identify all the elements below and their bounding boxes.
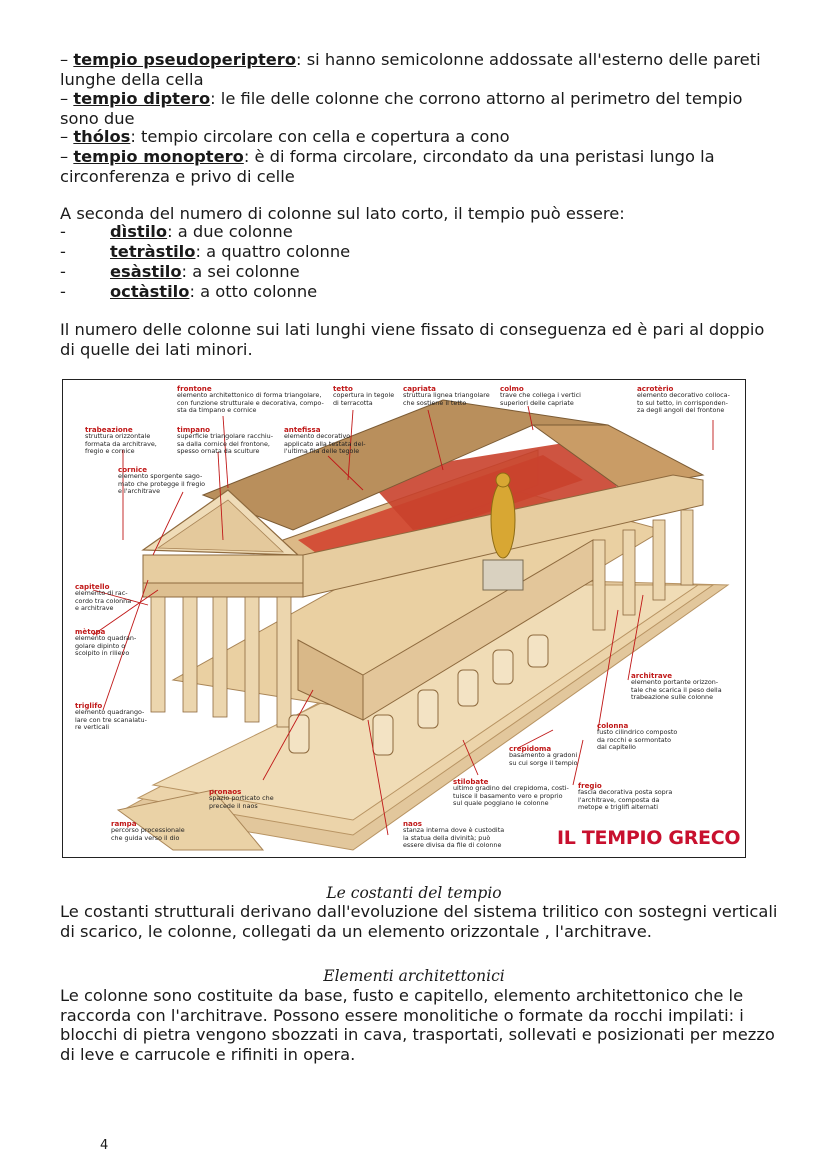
label-line: di terracotta [333,398,373,407]
label-line: sa dalla cornice del frontone, [177,439,270,448]
term: octàstilo [110,282,190,301]
label-line: elemento quadrango- [75,708,145,717]
label-line: e architrave [75,604,114,613]
page-number: 4 [100,1138,109,1153]
definition: : a due colonne [167,222,293,241]
label-cornice [118,466,205,496]
label-line: basamento a gradoni [509,751,578,760]
label-line: elemento di rac- [75,589,128,598]
temple-type-tholos: – thólos: tempio circolare con cella e copertura a cono [60,127,510,146]
label-line: elemento portante orizzon- [631,678,719,687]
intro-columns: A seconda del numero di colonne sul lato corto, il tempio può essere: [60,204,625,223]
label-line: applicato alla testata del- [284,439,366,448]
label-line: che sostiene il tetto [403,398,467,407]
label-line: za degli angoli del frontone [637,406,725,415]
label-metopa [75,628,136,658]
label-title: cornice [118,465,148,474]
label-line: fregio e cornice [85,447,135,456]
label-line: con funzione strutturale e decorativa, compo- [177,398,324,407]
label-title: triglifo [75,701,103,710]
label-rampa [111,820,185,842]
definition: : si hanno semicolonne addossate all'esterno delle pareti lunghe della cella [60,50,761,89]
label-title: acrotèrio [637,384,674,393]
label-line: precede il naos [209,801,258,810]
greek-temple-figure [62,379,746,858]
section-heading-costanti: Le costanti del tempio [326,884,502,902]
label-line: stanza interna dove è custodita [403,826,505,835]
term: tetràstilo [110,242,196,261]
label-line: trabeazione sulle colonne [631,693,714,702]
label-line: e l'architrave [118,487,161,496]
label-line: elemento architettonico di forma triangolare, [177,391,322,400]
label-line: sul quale poggiano le colonne [453,799,549,808]
label-title: crepidoma [509,744,552,753]
term: dìstilo [110,222,168,241]
label-line: dal capitello [597,743,636,752]
label-trabeazione [85,426,157,456]
label-line: l'ultima fila delle tegole [284,447,360,456]
label-title: fregio [578,781,602,790]
temple-type-monoptero: – tempio monoptero: è di forma circolare, circondato da una peristasi lungo la circonferenza e privo di celle [60,147,715,186]
label-line: golare dipinto o [75,641,126,650]
column-type-esastilo: - esàstilo: a sei colonne [60,262,300,281]
label-title: frontone [177,384,212,393]
label-line: che guida verso il dio [111,833,180,842]
column-type-distilo: - dìstilo: a due colonne [60,222,293,241]
label-timpano [177,426,273,456]
label-line: su cui sorge il tempio [509,758,578,767]
label-line: mato che protegge il fregio [118,479,206,488]
label-title: pronaos [209,787,242,796]
section-text-costanti: Le costanti strutturali derivano dall'evoluzione del sistema trilitico con sostegni verticali di scarico, le colonne, collegati da un elemento orizzontale , l'architrave. [60,902,778,941]
label-crepidoma [509,745,578,767]
definition: : a quattro colonne [195,242,351,261]
label-colmo [500,385,581,407]
label-capitello [75,583,131,613]
label-line: cordo tra colonna [75,596,132,605]
label-architrave [631,672,722,702]
label-title: capitello [75,582,110,591]
temple-type-pseudoperiptero: – tempio pseudoperiptero: si hanno semicolonne addossate all'esterno delle pareti lunghe della cella [60,50,761,89]
label-line: metope e triglifi alternati [578,803,659,812]
label-title: rampa [111,819,137,828]
label-line: ultimo gradino del crepidoma, costi- [453,784,569,793]
term: tempio diptero [73,89,211,108]
label-antefissa [284,426,366,456]
label-line: copertura in tegole [333,391,395,400]
label-line: trave che collega i vertici [500,391,581,400]
label-line: formata da architrave, [85,439,157,448]
definition: : a sei colonne [181,262,300,281]
label-line: sta da timpano e cornice [177,406,257,415]
definition: : è di forma circolare, circondato da una peristasi lungo la circonferenza e privo di celle [60,147,715,186]
label-line: lare con tre scanalatu- [75,715,147,724]
section-text-elementi: Le colonne sono costituite da base, fusto e capitello, elemento architettonico che le raccorda con l'architrave. Possono essere monolitiche o formate da rocchi impilati: i blocchi di pietra vengono sbozzati in cava, trasportati, sollevati e posizionati per mezzo di leve e carrucole e rifiniti in opera. [60,986,775,1064]
label-line: struttura orizzontale [85,432,151,441]
label-title: architrave [631,671,673,680]
label-title: trabeazione [85,425,133,434]
label-fregio [578,782,672,812]
term: tempio pseudoperiptero [73,50,297,69]
definition: : a otto colonne [189,282,318,301]
definition: : tempio circolare con cella e copertura a cono [130,127,510,146]
label-line: la statua della divinità; può [403,833,491,842]
label-line: to sul tetto, in corrisponden- [637,398,728,407]
label-stilobate [453,778,569,808]
label-title: capriata [403,384,436,393]
label-line: percorso processionale [111,826,185,835]
label-line: fascia decorativa posta sopra [578,788,673,797]
label-line: elemento decorativo [284,432,351,441]
label-line: re verticali [75,723,110,732]
label-line: elemento decorativo colloca- [637,391,730,400]
label-line: struttura lignea triangolare [403,391,490,400]
term: esàstilo [110,262,182,281]
column-type-tetrastilo: - tetràstilo: a quattro colonne [60,242,351,261]
label-capriata [403,385,490,407]
label-line: elemento sporgente sago- [118,472,203,481]
label-line: scolpito in rilievo [75,649,130,658]
label-title: stilobate [453,777,489,786]
label-line: essere divisa da file di colonne [403,841,502,850]
label-line: superiori delle capriate [500,398,574,407]
label-line: elemento quadran- [75,634,137,643]
label-tetto [333,385,394,407]
term: thólos [73,127,131,146]
label-title: colmo [500,384,524,393]
label-triglifo [75,702,147,732]
label-title: timpano [177,425,211,434]
label-line: tale che scarica il peso della [631,685,722,694]
term: tempio monoptero [73,147,244,166]
label-naos [403,820,504,850]
label-line: spazio porticato che [209,794,274,803]
label-title: tetto [333,384,353,393]
label-frontone [177,385,324,415]
section-heading-elementi: Elementi architettonici [323,967,505,985]
label-line: tuisce il basamento vero e proprio [453,791,563,800]
label-line: l'architrave, composta da [578,795,660,804]
label-line: da rocchi e sormontato [597,735,672,744]
label-colonna [597,722,677,752]
column-type-octastilo: - octàstilo: a otto colonne [60,282,318,301]
label-title: naos [403,819,422,828]
label-acroterio [637,385,730,415]
definition: : le file delle colonne che corrono attorno al perimetro del tempio sono due [60,89,743,128]
figure-title: IL TEMPIO GRECO [557,827,741,849]
label-title: mètopa [75,627,106,636]
temple-type-diptero: – tempio diptero: le file delle colonne che corrono attorno al perimetro del tempio sono due [60,89,743,128]
label-line: superficie triangolare racchiu- [177,432,274,441]
label-pronaos [209,788,274,810]
long-sides-paragraph: Il numero delle colonne sui lati lunghi viene fissato di conseguenza ed è pari al doppio di quelle dei lati minori. [60,320,765,359]
label-line: fusto cilindrico composto [597,728,678,737]
label-title: colonna [597,721,629,730]
label-line: spesso ornata da sculture [177,447,260,456]
label-title: antefissa [284,425,321,434]
